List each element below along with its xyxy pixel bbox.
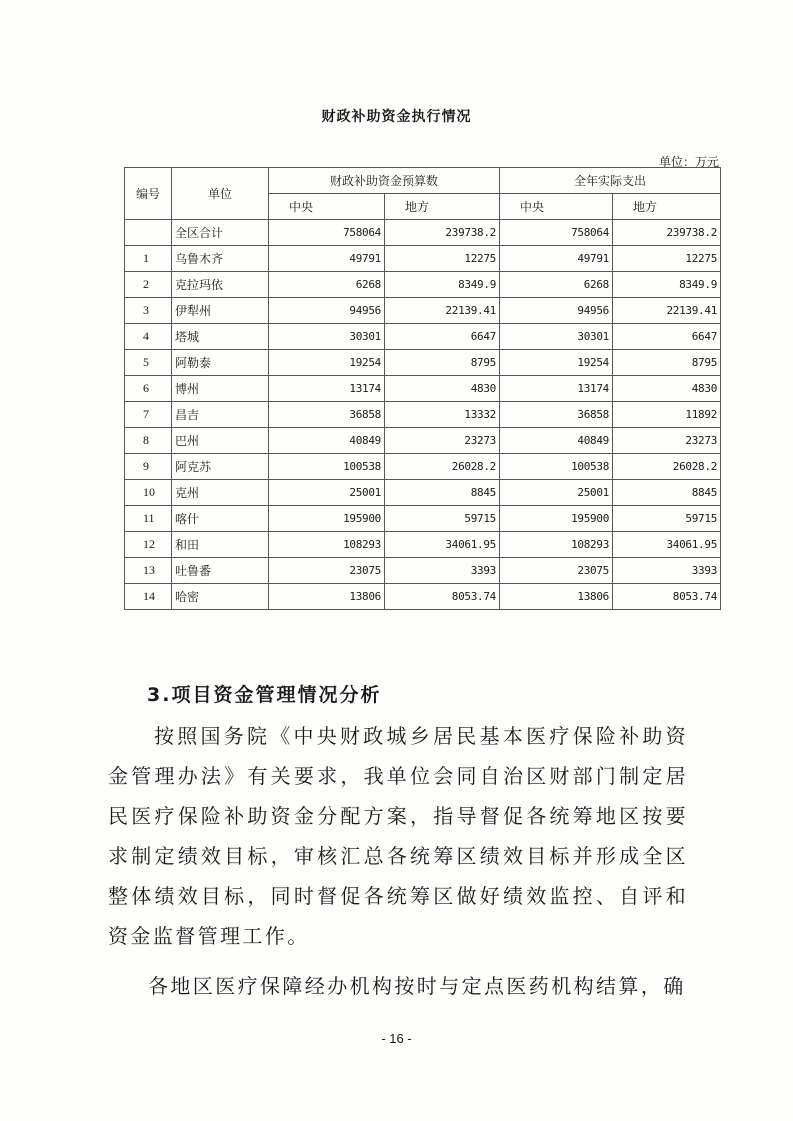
cell-budget-central: 23075: [269, 558, 385, 584]
cell-actual-central: 23075: [500, 558, 613, 584]
header-actual-local: 地方: [613, 194, 721, 220]
table-row: [125, 428, 721, 454]
header-budget-central: 中央: [269, 194, 385, 220]
cell-no: 5: [125, 350, 172, 376]
cell-actual-local: 12275: [613, 246, 721, 272]
cell-budget-central: 13174: [269, 376, 385, 402]
cell-budget-local: 239738.2: [385, 220, 500, 246]
cell-actual-central: 13174: [500, 376, 613, 402]
cell-budget-central: 758064: [269, 220, 385, 246]
cell-actual-central: 195900: [500, 506, 613, 532]
header-budget-local: 地方: [385, 194, 500, 220]
table-row: [125, 220, 721, 246]
header-actual-central: 中央: [500, 194, 613, 220]
cell-no: [125, 220, 172, 246]
cell-actual-local: 6647: [613, 324, 721, 350]
cell-no: 4: [125, 324, 172, 350]
table-row: [125, 298, 721, 324]
cell-name: 喀什: [172, 506, 269, 532]
cell-actual-central: 758064: [500, 220, 613, 246]
cell-no: 1: [125, 246, 172, 272]
cell-budget-local: 22139.41: [385, 298, 500, 324]
cell-actual-central: 13806: [500, 584, 613, 610]
cell-name: 博州: [172, 376, 269, 402]
cell-no: 14: [125, 584, 172, 610]
table-row: [125, 532, 721, 558]
cell-no: 13: [125, 558, 172, 584]
cell-budget-local: 34061.95: [385, 532, 500, 558]
cell-actual-local: 26028.2: [613, 454, 721, 480]
cell-budget-local: 4830: [385, 376, 500, 402]
cell-budget-central: 100538: [269, 454, 385, 480]
paragraph-1: 按照国务院《中央财政城乡居民基本医疗保险补助资金管理办法》有关要求，我单位会同自治区财部门制定居民医疗保险补助资金分配方案，指导督促各统筹地区按要求制定绩效目标，审核汇总各统筹区绩效目标并形成全区整体绩效目标，同时督促各统筹区做好绩效监控、自评和资金监督管理工作。: [108, 724, 688, 948]
cell-no: 6: [125, 376, 172, 402]
cell-budget-central: 36858: [269, 402, 385, 428]
cell-budget-local: 8053.74: [385, 584, 500, 610]
cell-actual-local: 11892: [613, 402, 721, 428]
header-budget: 财政补助资金预算数: [269, 168, 500, 194]
cell-name: 和田: [172, 532, 269, 558]
table-row: [125, 506, 721, 532]
cell-budget-local: 3393: [385, 558, 500, 584]
cell-name: 塔城: [172, 324, 269, 350]
paragraph-2: 各地区医疗保障经办机构按时与定点医药机构结算，确: [148, 974, 686, 998]
cell-no: 12: [125, 532, 172, 558]
cell-name: 阿克苏: [172, 454, 269, 480]
fund-table: [124, 167, 721, 610]
cell-actual-central: 6268: [500, 272, 613, 298]
cell-no: 2: [125, 272, 172, 298]
cell-no: 3: [125, 298, 172, 324]
cell-budget-local: 26028.2: [385, 454, 500, 480]
cell-budget-local: 8795: [385, 350, 500, 376]
cell-name: 克州: [172, 480, 269, 506]
table-body: [125, 220, 721, 610]
cell-name: 克拉玛依: [172, 272, 269, 298]
table-title: 财政补助资金执行情况: [321, 109, 472, 125]
cell-actual-central: 36858: [500, 402, 613, 428]
cell-budget-local: 6647: [385, 324, 500, 350]
cell-name: 阿勒泰: [172, 350, 269, 376]
table-row: [125, 324, 721, 350]
table-row: [125, 584, 721, 610]
cell-actual-local: 34061.95: [613, 532, 721, 558]
table-row: [125, 350, 721, 376]
cell-actual-central: 25001: [500, 480, 613, 506]
section-heading: 3.项目资金管理情况分析: [147, 684, 382, 706]
cell-actual-local: 4830: [613, 376, 721, 402]
cell-budget-central: 94956: [269, 298, 385, 324]
cell-name: 伊犁州: [172, 298, 269, 324]
cell-budget-local: 8349.9: [385, 272, 500, 298]
cell-name: 昌吉: [172, 402, 269, 428]
cell-actual-central: 100538: [500, 454, 613, 480]
cell-budget-central: 108293: [269, 532, 385, 558]
cell-budget-local: 59715: [385, 506, 500, 532]
cell-actual-local: 8795: [613, 350, 721, 376]
cell-budget-central: 25001: [269, 480, 385, 506]
cell-actual-central: 19254: [500, 350, 613, 376]
table-row: [125, 246, 721, 272]
cell-name: 乌鲁木齐: [172, 246, 269, 272]
cell-budget-local: 12275: [385, 246, 500, 272]
table-row: [125, 558, 721, 584]
cell-actual-local: 3393: [613, 558, 721, 584]
cell-budget-central: 30301: [269, 324, 385, 350]
table-row: [125, 454, 721, 480]
cell-actual-central: 108293: [500, 532, 613, 558]
cell-name: 全区合计: [172, 220, 269, 246]
cell-no: 8: [125, 428, 172, 454]
cell-budget-central: 19254: [269, 350, 385, 376]
header-actual: 全年实际支出: [500, 168, 721, 194]
cell-actual-local: 59715: [613, 506, 721, 532]
header-name: 单位: [172, 168, 269, 220]
cell-actual-central: 49791: [500, 246, 613, 272]
cell-actual-central: 94956: [500, 298, 613, 324]
cell-budget-local: 23273: [385, 428, 500, 454]
cell-no: 7: [125, 402, 172, 428]
cell-budget-local: 8845: [385, 480, 500, 506]
cell-actual-central: 30301: [500, 324, 613, 350]
cell-no: 11: [125, 506, 172, 532]
table-row: [125, 376, 721, 402]
cell-budget-central: 13806: [269, 584, 385, 610]
cell-actual-local: 8845: [613, 480, 721, 506]
cell-actual-local: 239738.2: [613, 220, 721, 246]
header-no: 编号: [125, 168, 172, 220]
cell-actual-local: 8053.74: [613, 584, 721, 610]
cell-budget-central: 195900: [269, 506, 385, 532]
table-row: [125, 272, 721, 298]
cell-budget-local: 13332: [385, 402, 500, 428]
table-row: [125, 480, 721, 506]
cell-name: 哈密: [172, 584, 269, 610]
cell-budget-central: 40849: [269, 428, 385, 454]
cell-actual-local: 22139.41: [613, 298, 721, 324]
cell-actual-local: 23273: [613, 428, 721, 454]
cell-no: 10: [125, 480, 172, 506]
cell-name: 吐鲁番: [172, 558, 269, 584]
cell-name: 巴州: [172, 428, 269, 454]
cell-no: 9: [125, 454, 172, 480]
cell-actual-central: 40849: [500, 428, 613, 454]
cell-budget-central: 6268: [269, 272, 385, 298]
cell-actual-local: 8349.9: [613, 272, 721, 298]
unit-label: 单位：万元: [658, 155, 719, 169]
table-row: [125, 402, 721, 428]
cell-budget-central: 49791: [269, 246, 385, 272]
page-number: - 16 -: [381, 1031, 412, 1046]
